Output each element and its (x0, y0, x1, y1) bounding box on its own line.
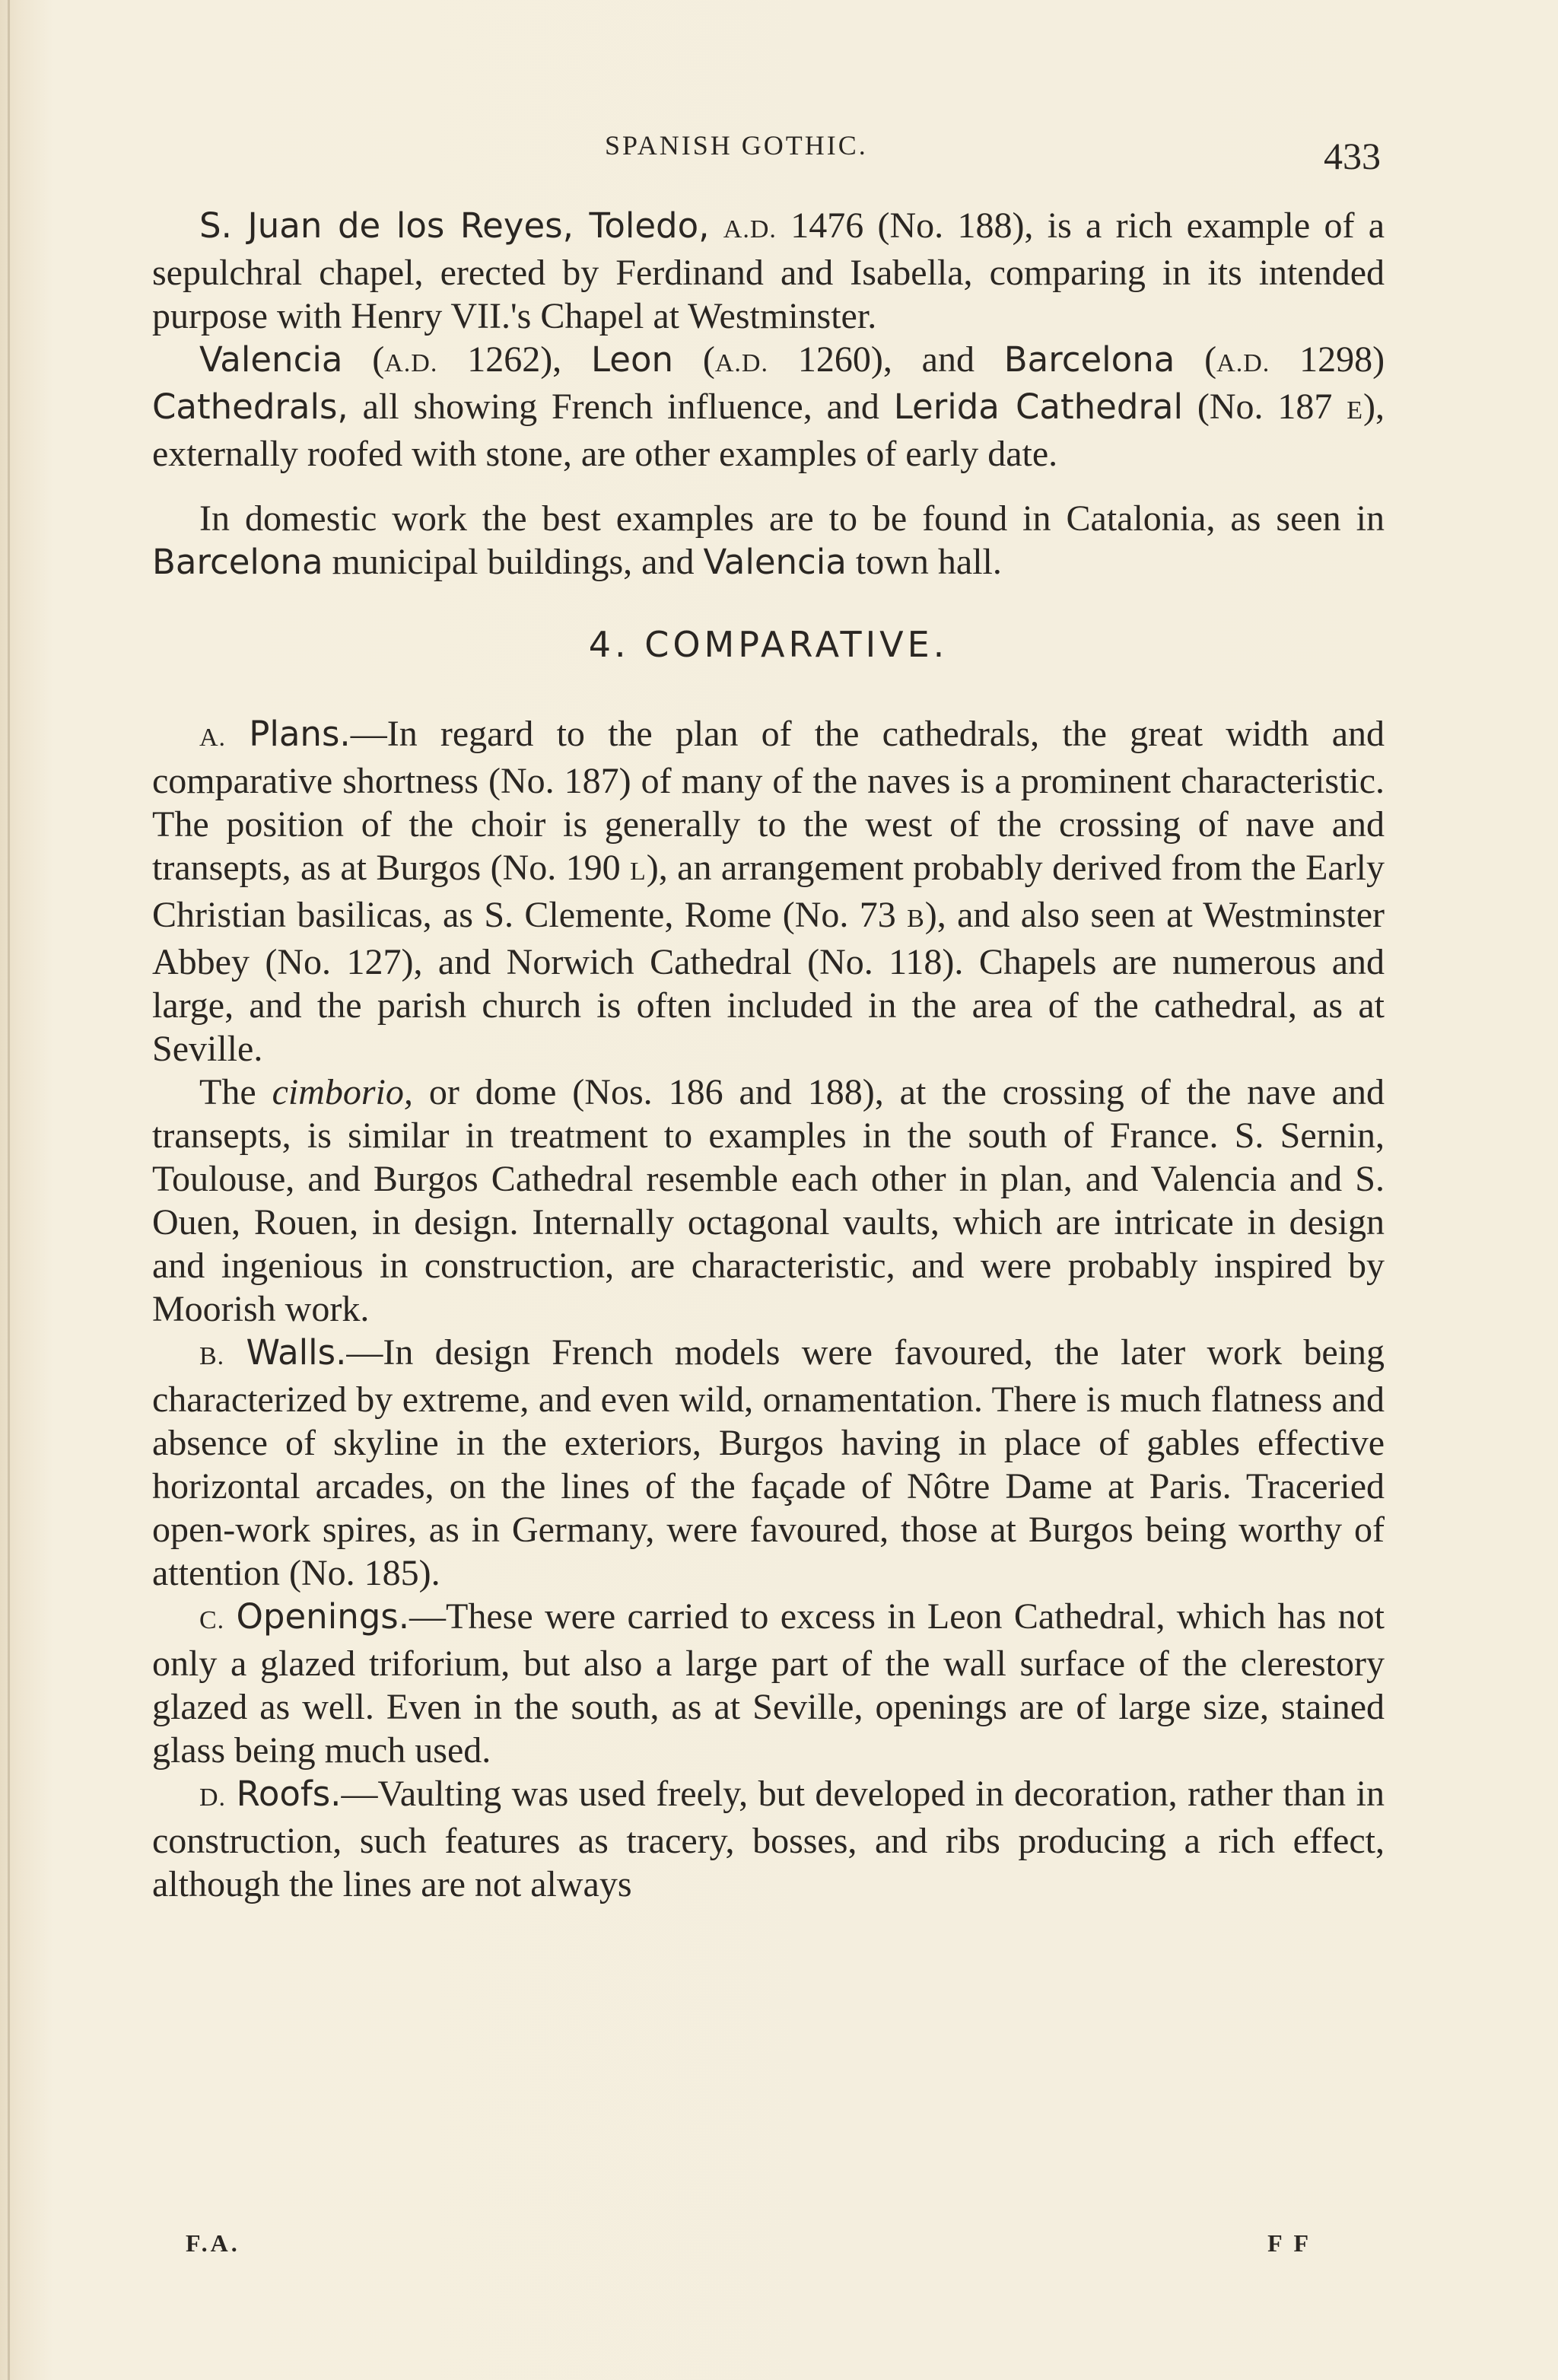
page-number: 433 (1324, 135, 1381, 177)
footer-signature-left: F.A. (186, 2229, 240, 2257)
paragraph-walls: B. Walls.—In design French models were favoured, the later work being characterized by extreme, and even wild, ornamentation. There is much flatness and absence of skyline in the exteriors, Burgos having in place of gables effective horizontal arcades, on the lines of the façade of Nôtre Dame at Paris. Traceried open-work spires, as in Germany, were favoured, those at Burgos being worthy of attention (No. 185). (152, 1332, 1385, 1593)
paragraph-cathedrals: Valencia (A.D. 1262), Leon (A.D. 1260), and Barcelona (A.D. 1298) Cathedrals, all showing French influence, and Lerida Cathedral (No. 187 E), externally roofed with stone, are other examples of early date. (152, 339, 1385, 474)
paragraph-cimborio: The cimborio, or dome (Nos. 186 and 188), at the crossing of the nave and transepts, is similar in treatment to examples in the south of France. S. Sernin, Toulouse, and Burgos Cathedral resemble each other in plan, and Valencia and S. Ouen, Rouen, in design. Internally octagonal vaults, which are intricate in design and ingenious in construction, are characteristic, and were probably inspired by Moorish work. (152, 1072, 1385, 1329)
paragraph-juan-de-los-reyes: S. Juan de los Reyes, Toledo, A.D. 1476 (No. 188), is a rich example of a sepulchral chapel, erected by Ferdinand and Isabella, comparing in its intended purpose with Henry VII.'s Chapel at Westminster. (152, 205, 1385, 336)
term-juan-de-los-reyes: S. Juan de los Reyes, Toledo, (199, 205, 710, 246)
paragraph-plans: A. Plans.—In regard to the plan of the cathedrals, the great width and comparative shortness (No. 187) of many of the naves is a prominent characteristic. The position of the choir is generally to the west of the crossing of nave and transepts, as at Burgos (No. 190 L), an arrangement probably derived from the Early Christian basilicas, as S. Clemente, Rome (No. 73 B), and also seen at Westminster Abbey (No. 127), and Norwich Cathedral (No. 118). Chapels are numerous and large, and the parish church is often included in the area of the cathedral, as at Seville. (152, 714, 1385, 1069)
running-title: SPANISH GOTHIC. (605, 130, 868, 161)
page-body (152, 204, 1385, 1906)
paragraph-openings: C. Openings.—These were carried to excess in Leon Cathedral, which has not only a glazed triforium, but also a large part of the wall surface of the clerestory glazed as well. Even in the south, as at Seville, openings are of large size, stained glass being much used. (152, 1596, 1385, 1771)
section-heading: 4. COMPARATIVE. (588, 624, 949, 665)
paragraph-roofs: D. Roofs.—Vaulting was used freely, but developed in decoration, rather than in construction, such features as tracery, bosses, and ribs producing a rich effect, although the lines are not always (152, 1774, 1385, 1904)
paragraph-domestic-work: In domestic work the best examples are to be found in Catalonia, as seen in Barcelona municipal buildings, and Valencia town hall. (152, 498, 1385, 582)
footer-signature-right: F F (1267, 2229, 1312, 2257)
page-gutter-edge (8, 0, 10, 2380)
